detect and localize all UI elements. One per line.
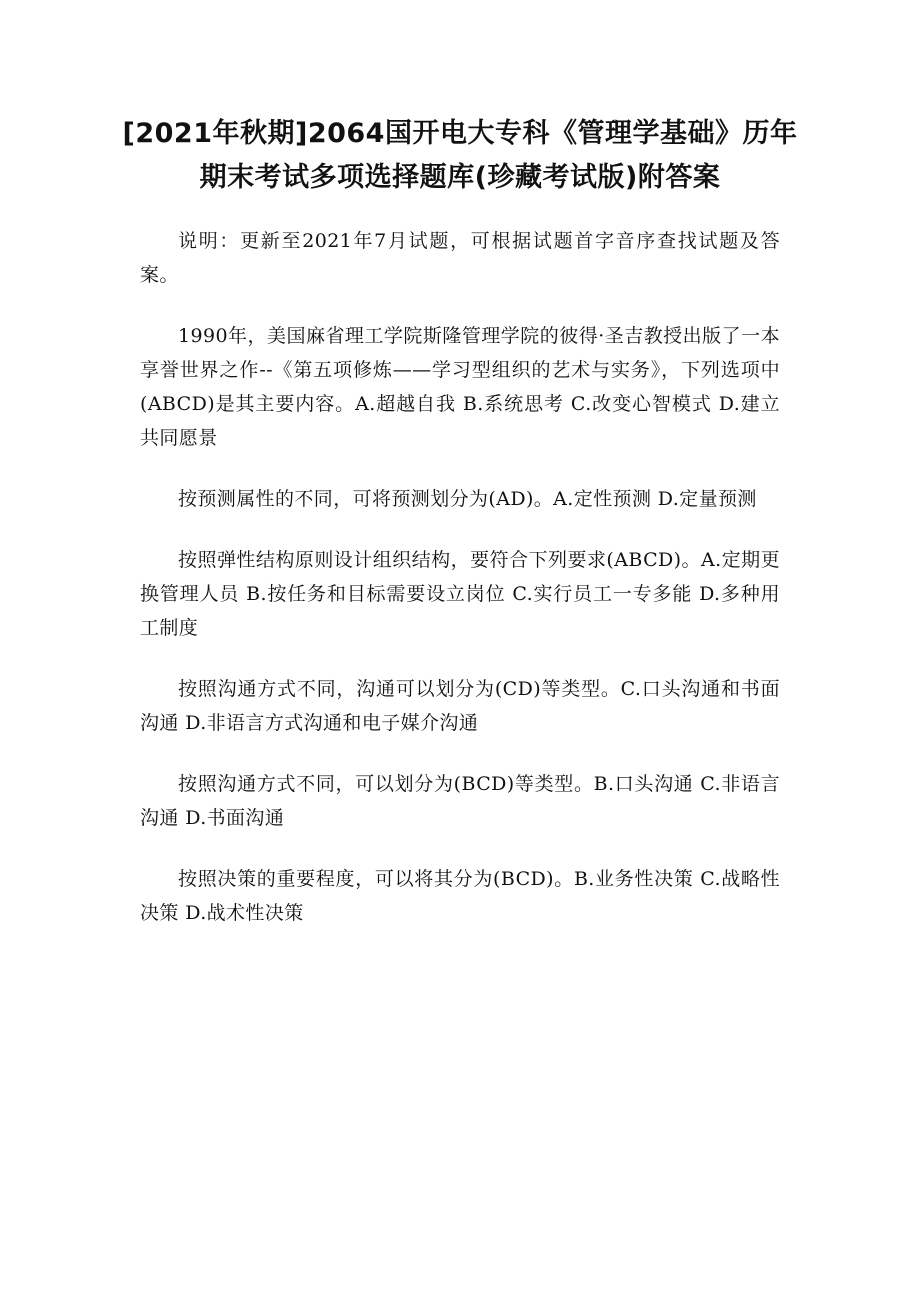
question-paragraph: 按照沟通方式不同，可以划分为(BCD)等类型。B.口头沟通 C.非语言沟通 D.书面沟通	[140, 773, 780, 829]
question-paragraph: 1990年，美国麻省理工学院斯隆管理学院的彼得·圣吉教授出版了一本享誉世界之作--《第五项修炼——学习型组织的艺术与实务》，下列选项中(ABCD)是其主要内容。A.超越自我 B.系统思考 C.改变心智模式 D.建立共同愿景	[140, 325, 780, 449]
note-paragraph: 说明：更新至2021年7月试题，可根据试题首字音序查找试题及答案。	[140, 230, 780, 286]
document-title: [2021年秋期]2064国开电大专科《管理学基础》历年期末考试多项选择题库(珍藏考试版)附答案	[122, 118, 798, 193]
question-paragraph: 按照沟通方式不同，沟通可以划分为(CD)等类型。C.口头沟通和书面沟通 D.非语言方式沟通和电子媒介沟通	[140, 678, 780, 734]
question-paragraph: 按照决策的重要程度，可以将其分为(BCD)。B.业务性决策 C.战略性决策 D.战术性决策	[140, 868, 780, 924]
document-body	[140, 224, 780, 957]
question-paragraph: 按照弹性结构原则设计组织结构，要符合下列要求(ABCD)。A.定期更换管理人员 B.按任务和目标需要设立岗位 C.实行员工一专多能 D.多种用工制度	[140, 549, 780, 639]
question-paragraph: 按预测属性的不同，可将预测划分为(AD)。A.定性预测 D.定量预测	[178, 488, 757, 510]
